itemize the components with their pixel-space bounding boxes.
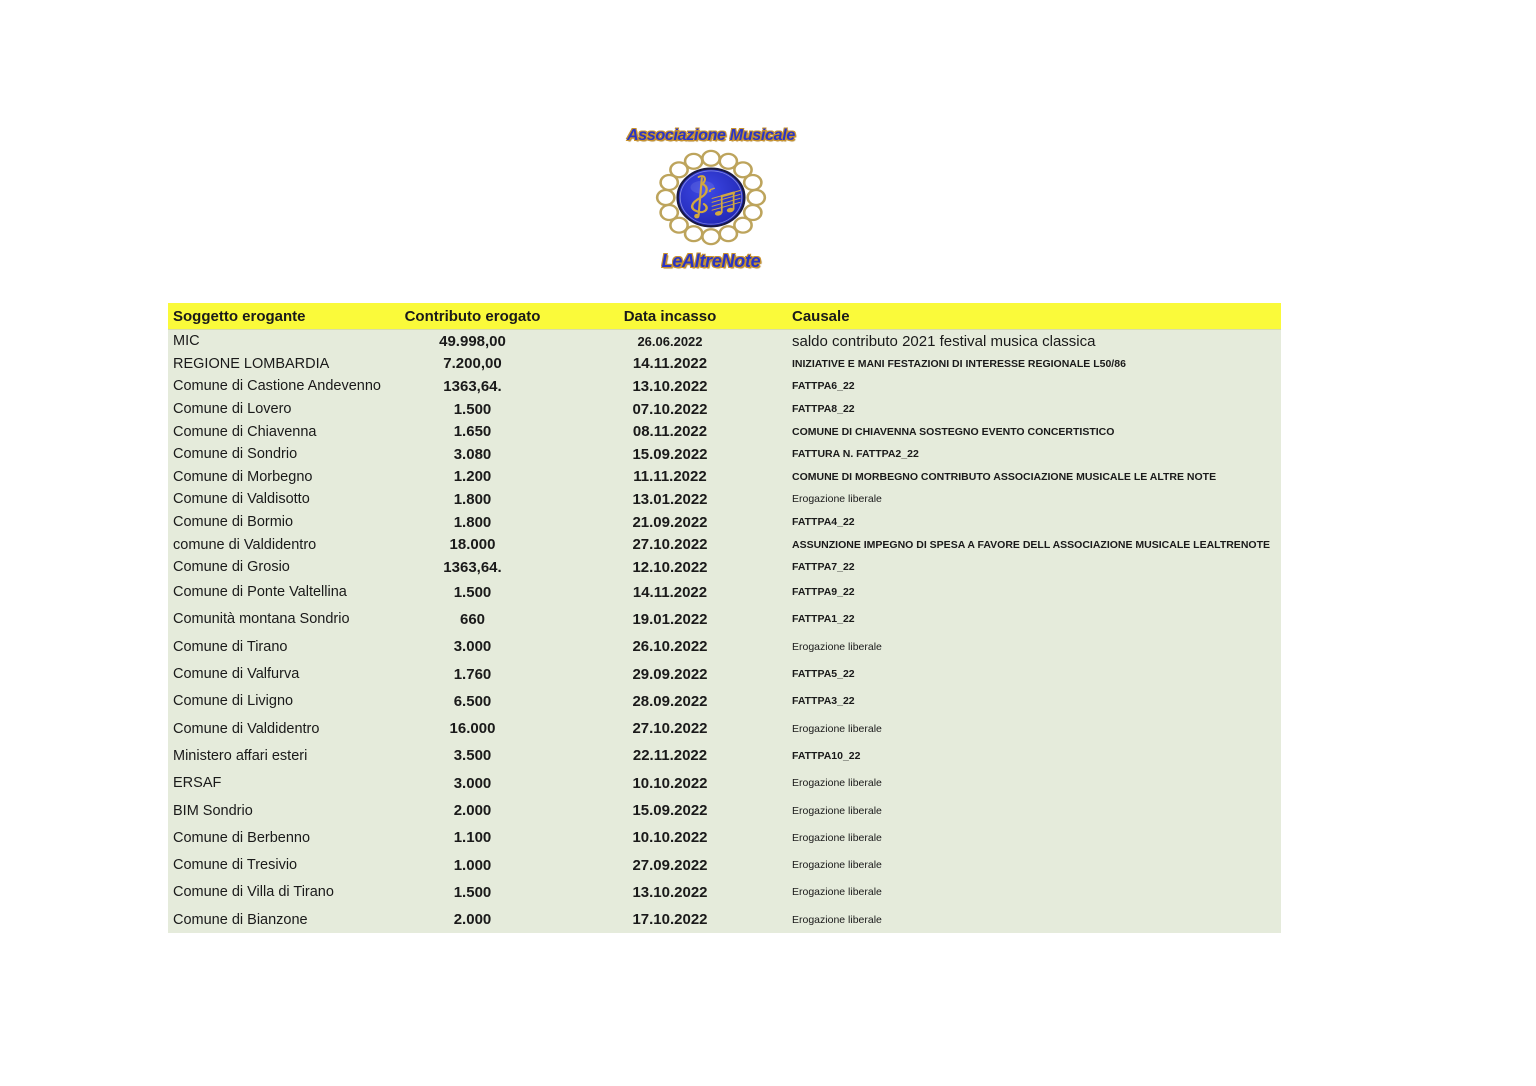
cell-causale: Erogazione liberale	[792, 493, 882, 506]
table-row	[168, 906, 1281, 933]
table-row	[168, 398, 1281, 421]
table-row	[168, 660, 1281, 687]
cell-causale: FATTPA7_22	[792, 561, 855, 574]
cell-contributo: 2.000	[453, 802, 492, 820]
cell-causale: Erogazione liberale	[792, 777, 882, 790]
table-row	[168, 556, 1281, 579]
cell-contributo: 1.000	[453, 856, 492, 874]
cell-data-incasso: 19.01.2022	[632, 610, 708, 628]
table-body	[168, 330, 1281, 933]
cell-contributo: 1.800	[453, 513, 492, 531]
cell-contributo: 1.760	[453, 665, 492, 683]
table-row	[168, 797, 1281, 824]
cell-contributo: 1363,64.	[443, 377, 502, 395]
cell-data-incasso: 27.10.2022	[632, 720, 708, 738]
cell-causale: ASSUNZIONE IMPEGNO DI SPESA A FAVORE DELL ASSOCIAZIONE MUSICALE LEALTRENOTE	[792, 538, 1270, 551]
logo-subtitle: LeAltreNote	[661, 251, 761, 271]
cell-causale: FATTPA1_22	[792, 613, 855, 626]
cell-data-incasso: 29.09.2022	[632, 665, 708, 683]
cell-contributo: 1.500	[453, 400, 492, 418]
cell-contributo: 660	[459, 610, 486, 628]
cell-data-incasso: 11.11.2022	[633, 468, 707, 486]
cell-causale: FATTPA9_22	[792, 586, 855, 599]
cell-data-incasso: 27.10.2022	[632, 536, 708, 554]
table-row	[168, 511, 1281, 534]
cell-contributo: 1.650	[453, 423, 492, 441]
cell-causale: INIZIATIVE E MANI FESTAZIONI DI INTERESSE REGIONALE L50/86	[792, 357, 1126, 370]
music-emblem-icon	[655, 149, 767, 246]
table-row	[168, 879, 1281, 906]
cell-data-incasso: 13.10.2022	[632, 377, 708, 395]
cell-causale: FATTURA N. FATTPA2_22	[792, 448, 919, 461]
cell-contributo: 1.800	[453, 490, 492, 508]
table-row	[168, 375, 1281, 398]
cell-causale: Erogazione liberale	[792, 722, 882, 735]
cell-causale: COMUNE DI CHIAVENNA SOSTEGNO EVENTO CONCERTISTICO	[792, 425, 1115, 438]
cell-soggetto: Comune di Villa di Tirano	[173, 884, 334, 901]
cell-causale: Erogazione liberale	[792, 831, 882, 844]
table-row	[168, 715, 1281, 742]
cell-soggetto: REGIONE LOMBARDIA	[173, 355, 330, 372]
cell-causale: FATTPA8_22	[792, 403, 855, 416]
column-header-causale: Causale	[792, 307, 850, 325]
cell-data-incasso: 17.10.2022	[632, 911, 708, 929]
cell-soggetto: Comune di Livigno	[173, 693, 294, 710]
cell-soggetto: Comune di Bormio	[173, 514, 294, 531]
cell-data-incasso: 13.10.2022	[632, 883, 708, 901]
cell-soggetto: Comunità montana Sondrio	[173, 611, 350, 628]
cell-causale: FATTPA3_22	[792, 695, 855, 708]
cell-soggetto: Comune di Lovero	[173, 401, 292, 418]
table-header-row	[168, 303, 1281, 330]
table-row	[168, 420, 1281, 443]
cell-soggetto: ERSAF	[173, 775, 222, 792]
cell-causale: FATTPA4_22	[792, 516, 855, 529]
cell-data-incasso: 10.10.2022	[632, 829, 708, 847]
cell-soggetto: BIM Sondrio	[173, 802, 253, 819]
cell-data-incasso: 26.06.2022	[637, 333, 703, 349]
cell-causale: Erogazione liberale	[792, 804, 882, 817]
cell-soggetto: Comune di Valfurva	[173, 666, 300, 683]
cell-soggetto: Comune di Castione Andevenno	[173, 378, 381, 395]
cell-contributo: 2.000	[453, 911, 492, 929]
cell-contributo: 3.500	[453, 747, 492, 765]
cell-soggetto: Comune di Bianzone	[173, 911, 308, 928]
cell-soggetto: Comune di Chiavenna	[173, 423, 317, 440]
cell-causale: FATTPA10_22	[792, 749, 861, 762]
column-header-data-incasso: Data incasso	[623, 307, 717, 325]
cell-data-incasso: 10.10.2022	[632, 774, 708, 792]
cell-causale: saldo contributo 2021 festival musica classica	[792, 332, 1096, 350]
table-row	[168, 579, 1281, 606]
cell-contributo: 1.500	[453, 883, 492, 901]
table-row	[168, 852, 1281, 879]
cell-contributo: 16.000	[449, 720, 496, 738]
cell-contributo: 1.200	[453, 468, 492, 486]
column-header-soggetto: Soggetto erogante	[173, 307, 306, 325]
cell-data-incasso: 14.11.2022	[632, 583, 708, 601]
table-row	[168, 533, 1281, 556]
cell-contributo: 1.100	[453, 829, 492, 847]
table-row	[168, 330, 1281, 353]
cell-soggetto: Comune di Grosio	[173, 559, 290, 576]
cell-contributo: 7.200,00	[443, 355, 502, 373]
cell-contributo: 6.500	[453, 692, 492, 710]
column-header-contributo: Contributo erogato	[404, 307, 541, 325]
table-row	[168, 742, 1281, 769]
grants-table	[168, 303, 1281, 933]
table-row	[168, 633, 1281, 660]
cell-soggetto: Comune di Berbenno	[173, 829, 311, 846]
cell-soggetto: Comune di Sondrio	[173, 446, 298, 463]
cell-soggetto: Comune di Valdisotto	[173, 491, 310, 508]
cell-data-incasso: 13.01.2022	[632, 490, 708, 508]
cell-contributo: 3.000	[453, 774, 492, 792]
table-row	[168, 488, 1281, 511]
cell-contributo: 1363,64.	[443, 558, 502, 576]
cell-soggetto: Comune di Morbegno	[173, 468, 313, 485]
cell-soggetto: Comune di Tresivio	[173, 857, 298, 874]
cell-soggetto: MIC	[173, 333, 200, 350]
cell-causale: Erogazione liberale	[792, 640, 882, 653]
cell-data-incasso: 26.10.2022	[632, 638, 708, 656]
cell-contributo: 3.000	[453, 638, 492, 656]
logo-title: Associazione Musicale	[627, 127, 795, 144]
cell-causale: COMUNE DI MORBEGNO CONTRIBUTO ASSOCIAZIONE MUSICALE LE ALTRE NOTE	[792, 470, 1217, 483]
cell-soggetto: Comune di Ponte Valtellina	[173, 584, 347, 601]
cell-causale: Erogazione liberale	[792, 913, 882, 926]
cell-soggetto: comune di Valdidentro	[173, 536, 317, 553]
cell-contributo: 1.500	[453, 583, 492, 601]
cell-contributo: 49.998,00	[439, 332, 506, 350]
cell-contributo: 3.080	[453, 445, 492, 463]
cell-causale: Erogazione liberale	[792, 859, 882, 872]
cell-causale: FATTPA5_22	[792, 668, 855, 681]
cell-soggetto: Ministero affari esteri	[173, 747, 308, 764]
table-row	[168, 824, 1281, 851]
cell-causale: Erogazione liberale	[792, 886, 882, 899]
cell-data-incasso: 15.09.2022	[632, 445, 708, 463]
table-row	[168, 688, 1281, 715]
table-row	[168, 353, 1281, 376]
cell-data-incasso: 14.11.2022	[632, 355, 708, 373]
cell-data-incasso: 08.11.2022	[632, 423, 708, 441]
table-row	[168, 606, 1281, 633]
cell-data-incasso: 12.10.2022	[632, 558, 708, 576]
cell-data-incasso: 28.09.2022	[632, 692, 708, 710]
association-logo	[596, 126, 826, 272]
cell-data-incasso: 21.09.2022	[632, 513, 708, 531]
cell-data-incasso: 22.11.2022	[632, 747, 708, 765]
cell-causale: FATTPA6_22	[792, 380, 855, 393]
cell-data-incasso: 07.10.2022	[632, 400, 708, 418]
cell-soggetto: Comune di Valdidentro	[173, 720, 320, 737]
table-row	[168, 443, 1281, 466]
cell-contributo: 18.000	[449, 536, 496, 554]
table-row	[168, 770, 1281, 797]
cell-data-incasso: 27.09.2022	[632, 856, 708, 874]
table-row	[168, 466, 1281, 489]
cell-data-incasso: 15.09.2022	[632, 802, 708, 820]
cell-soggetto: Comune di Tirano	[173, 638, 288, 655]
